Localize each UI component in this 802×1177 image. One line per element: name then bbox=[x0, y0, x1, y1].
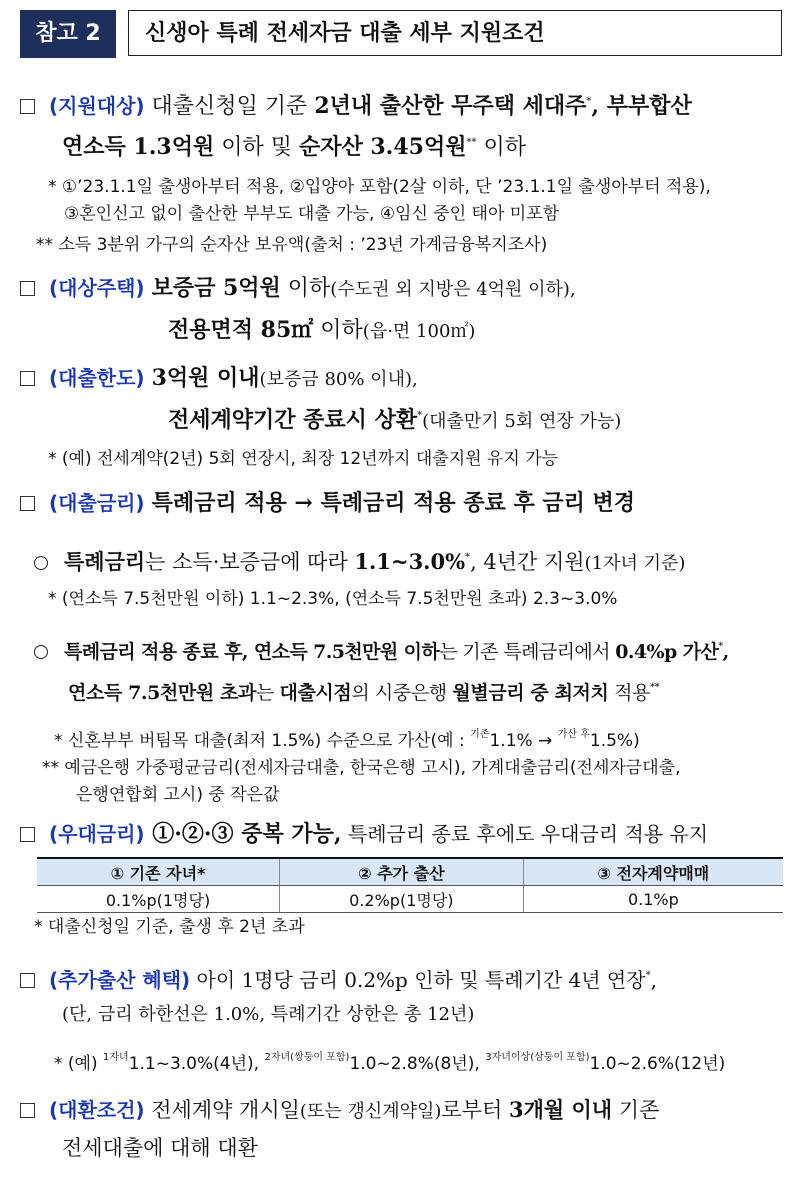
footnote: * 대출신청일 기준, 출생 후 2년 초과 bbox=[34, 917, 305, 937]
text: , bbox=[722, 641, 729, 663]
text: 는 bbox=[255, 682, 280, 704]
preferential-rate-table bbox=[37, 857, 783, 913]
text: 이하 bbox=[313, 318, 363, 343]
section-tag: (우대금리) bbox=[49, 822, 145, 846]
footnote-mark: ** bbox=[650, 682, 660, 693]
text-bold: 특례금리 적용 → 특례금리 적용 종료 후 금리 변경 bbox=[151, 490, 636, 516]
circle-bullet-icon bbox=[34, 645, 48, 659]
section-line bbox=[20, 398, 790, 440]
section-line: 전세대출에 대해 대환 bbox=[62, 1136, 258, 1160]
checkbox-icon bbox=[20, 973, 35, 988]
text: , bbox=[650, 968, 657, 992]
text-bold: 순자산 3.45억원 bbox=[298, 134, 467, 160]
text: 1.1% → bbox=[489, 731, 558, 751]
table-row bbox=[37, 886, 783, 913]
text-small: (수도권 외 지방은 4억원 이하), bbox=[330, 279, 576, 300]
section-line bbox=[20, 816, 790, 853]
footnote: ** 예금은행 가중평균금리(전세자금대출, 한국은행 고시), 가계대출금리(전세자금대출, bbox=[42, 758, 681, 778]
footnote: * (예) 전세계약(2년) 5회 연장시, 최장 12년까지 대출지원 유지 가능 bbox=[48, 449, 559, 469]
section-tag: (지원대상) bbox=[49, 94, 145, 118]
section-extra-birth bbox=[20, 958, 790, 1078]
text-small: (읍·면 100㎡) bbox=[362, 321, 476, 342]
text-bold: 전용면적 85㎡ bbox=[168, 317, 314, 343]
text-bold: 특례금리 적용 종료 후, 연소득 7.5천만원 이하 bbox=[64, 641, 440, 663]
text-bold: 월별금리 중 최저치 bbox=[452, 682, 609, 704]
text: 1.1~3.0%(4년), bbox=[128, 1054, 265, 1074]
section-line bbox=[20, 360, 790, 398]
checkbox-icon bbox=[20, 371, 35, 386]
text: 특례금리 종료 후에도 우대금리 적용 유지 bbox=[341, 822, 709, 846]
text: * 신혼부부 버팀목 대출(최저 1.5%) 수준으로 가산(예 : bbox=[54, 731, 471, 751]
section-line bbox=[20, 84, 790, 125]
text-bold: 연소득 1.3억원 bbox=[62, 134, 215, 160]
text-sup: 가산 후 bbox=[557, 729, 590, 740]
bullet-line bbox=[20, 540, 790, 582]
text-bold: 0.4%p 가산 bbox=[615, 641, 719, 663]
table-header-row bbox=[37, 858, 783, 886]
section-line bbox=[20, 1092, 790, 1130]
text-sup: 3자녀이상(삼둥이 포함) bbox=[485, 1052, 590, 1063]
text-bold: , 부부합산 bbox=[591, 93, 692, 119]
checkbox-icon bbox=[20, 99, 35, 114]
footnote-mark: * bbox=[465, 552, 471, 563]
footnote: ③혼인신고 없이 출산한 부부도 대출 가능, ④임신 중인 태아 미포함 bbox=[64, 204, 560, 224]
text-bold: 전세계약기간 종료시 상환 bbox=[168, 407, 418, 433]
section-tag: (대출한도) bbox=[49, 366, 145, 390]
text-bold: 3개월 이내 bbox=[508, 1097, 613, 1122]
text-bold: 보증금 5억원 bbox=[151, 275, 281, 301]
text-bold: 2년내 출산한 무주택 세대주 bbox=[314, 93, 587, 119]
table-cell: 0.2%p(1명당) bbox=[280, 886, 524, 913]
table-header: ① 기존 자녀* bbox=[37, 858, 280, 886]
text-bold: 특례금리 bbox=[64, 549, 146, 574]
footnote-mark: * bbox=[645, 970, 651, 981]
table-cell: 0.1%p bbox=[523, 886, 783, 913]
text-bold: 대출시점 bbox=[279, 682, 352, 704]
section-preferential bbox=[20, 816, 790, 853]
footnote: * ①’23.1.1일 출생아부터 적용, ②입양아 포함(2살 이하, 단 ’23.1.1일 출생아부터 적용), bbox=[48, 177, 711, 197]
text-bold: 3억원 이내 bbox=[151, 365, 260, 391]
section-refinance bbox=[20, 1092, 790, 1166]
circle-bullet-icon bbox=[34, 556, 48, 570]
section-rate bbox=[20, 485, 790, 809]
checkbox-icon bbox=[20, 827, 35, 842]
text-small: (보증금 80% 이내), bbox=[259, 369, 418, 390]
section-line bbox=[20, 312, 790, 350]
footnote bbox=[20, 1044, 790, 1078]
reference-badge: 참고 2 bbox=[20, 10, 116, 58]
text: 기존 bbox=[612, 1098, 660, 1122]
text: , 4년간 지원 bbox=[470, 550, 585, 574]
section-line bbox=[20, 485, 790, 522]
footnote-mark: * bbox=[718, 641, 723, 652]
footnote bbox=[20, 721, 790, 755]
section-line: (단, 금리 하한선은 1.0%, 특례기간 상한은 총 12년) bbox=[62, 1004, 475, 1025]
table-header: ② 추가 출산 bbox=[280, 858, 524, 886]
text: 이하 bbox=[476, 135, 526, 160]
footnote-mark: * bbox=[586, 96, 592, 107]
text: 1.0~2.6%(12년) bbox=[589, 1054, 726, 1074]
text: 이하 bbox=[280, 276, 331, 301]
section-eligibility bbox=[20, 84, 790, 259]
text-small: (대출만기 5회 연장 가능) bbox=[422, 411, 622, 432]
checkbox-icon bbox=[20, 281, 35, 296]
text-bold: 1.1~3.0% bbox=[354, 549, 466, 574]
text: 이하 및 bbox=[214, 135, 299, 160]
text: 전세계약 개시일 bbox=[144, 1098, 300, 1122]
checkbox-icon bbox=[20, 496, 35, 511]
text-bold: 연소득 7.5천만원 초과 bbox=[68, 682, 256, 704]
section-line bbox=[20, 125, 790, 166]
footnote: * (연소득 7.5천만원 이하) 1.1~2.3%, (연소득 7.5천만원 초과) 2.3~3.0% bbox=[48, 589, 618, 609]
text: 아이 1명당 금리 0.2%p 인하 및 특례기간 4년 연장 bbox=[190, 968, 646, 992]
section-limit bbox=[20, 360, 790, 473]
footnote: 은행연합회 고시) 중 작은값 bbox=[76, 785, 280, 805]
footnote-mark: * bbox=[417, 410, 423, 421]
text-sup: 2자녀(쌍둥이 포함) bbox=[264, 1052, 350, 1063]
bullet-line bbox=[20, 670, 790, 711]
text: 1.0~2.8%(8년), bbox=[349, 1054, 486, 1074]
text: 로부터 bbox=[441, 1098, 509, 1122]
text: 적용 bbox=[608, 682, 651, 704]
section-line bbox=[20, 958, 790, 998]
text: 는 기존 특례금리에서 bbox=[439, 641, 616, 663]
text: 대출신청일 기준 bbox=[144, 94, 315, 119]
text-small: (또는 갱신계약일) bbox=[299, 1101, 442, 1122]
text: * (예) bbox=[54, 1054, 103, 1074]
table-cell: 0.1%p(1명당) bbox=[37, 886, 280, 913]
page-header bbox=[20, 10, 784, 58]
text-sup: 기존 bbox=[470, 729, 490, 740]
text-small: (1자녀 기준) bbox=[584, 553, 686, 574]
checkbox-icon bbox=[20, 1103, 35, 1118]
bullet-line bbox=[20, 629, 790, 670]
section-tag: (대환조건) bbox=[49, 1098, 145, 1122]
footnote: ** 소득 3분위 가구의 순자산 보유액(출처 : ’23년 가계금융복지조사) bbox=[36, 235, 548, 255]
text: 는 소득·보증금에 따라 bbox=[145, 550, 355, 574]
page-title: 신생아 특례 전세자금 대출 세부 지원조건 bbox=[128, 10, 782, 56]
section-housing bbox=[20, 270, 790, 350]
text-bold: ①·②·③ 중복 가능, bbox=[144, 821, 342, 847]
section-line bbox=[20, 270, 790, 308]
section-tag: (추가출산 혜택) bbox=[49, 968, 191, 992]
section-tag: (대출금리) bbox=[49, 491, 145, 515]
text-sup: 1자녀 bbox=[103, 1052, 129, 1063]
text: 의 시중은행 bbox=[351, 682, 453, 704]
table-header: ③ 전자계약매매 bbox=[523, 858, 783, 886]
footnote-mark: ** bbox=[466, 137, 477, 148]
section-tag: (대상주택) bbox=[49, 276, 145, 300]
text: 1.5%) bbox=[589, 731, 640, 751]
